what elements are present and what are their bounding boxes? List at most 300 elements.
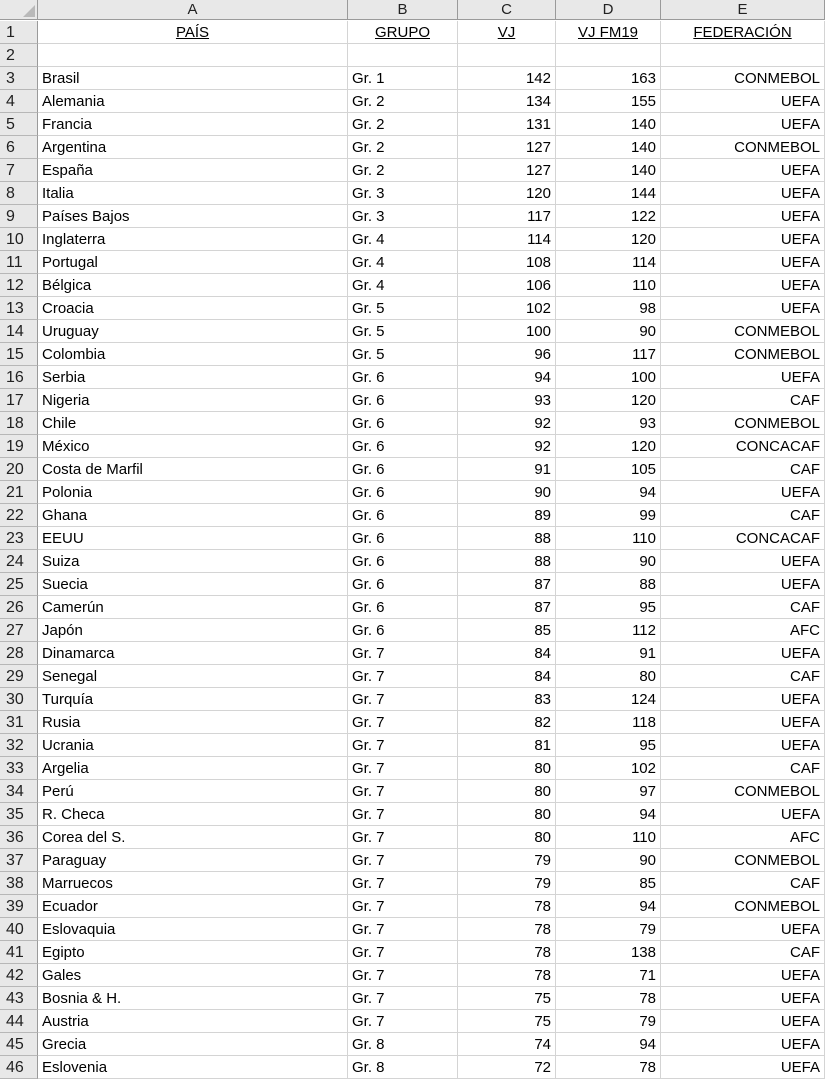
row-number[interactable]: 41 [0,941,38,964]
row-number[interactable]: 2 [0,44,38,67]
cell-pais[interactable]: Eslovenia [38,1056,348,1079]
cell-federacion[interactable]: UEFA [661,918,825,941]
row-number[interactable]: 23 [0,527,38,550]
cell-pais[interactable]: Serbia [38,366,348,389]
table-row [0,987,825,1010]
row-number[interactable]: 43 [0,987,38,1010]
row-number[interactable]: 37 [0,849,38,872]
cell-grupo[interactable]: Gr. 6 [348,550,458,573]
cell-pais[interactable]: Grecia [38,1033,348,1056]
cell-federacion[interactable]: CONMEBOL [661,136,825,159]
row-number[interactable]: 7 [0,159,38,182]
cell-federacion[interactable]: CAF [661,757,825,780]
table-row [0,1010,825,1033]
table-row [0,688,825,711]
cell-grupo[interactable]: Gr. 5 [348,343,458,366]
cell-grupo[interactable]: Gr. 7 [348,918,458,941]
cell-grupo[interactable]: Gr. 2 [348,90,458,113]
cell-federacion[interactable]: CAF [661,504,825,527]
table-row [0,1056,825,1079]
cell-vj[interactable]: 79 [458,849,556,872]
cell-vj[interactable]: 114 [458,228,556,251]
cell-federacion[interactable]: UEFA [661,366,825,389]
cell-federacion[interactable]: CONMEBOL [661,67,825,90]
cell-federacion[interactable]: UEFA [661,90,825,113]
cell-grupo[interactable]: Gr. 7 [348,803,458,826]
row-number[interactable]: 27 [0,619,38,642]
row-number[interactable]: 15 [0,343,38,366]
cell-grupo[interactable]: Gr. 7 [348,711,458,734]
table-row [0,780,825,803]
cell-vj[interactable]: 102 [458,297,556,320]
cell-pais[interactable]: Italia [38,182,348,205]
cell-vj-fm19[interactable]: 110 [556,826,661,849]
cell-vj[interactable]: 80 [458,803,556,826]
cell-federacion[interactable]: UEFA [661,205,825,228]
row-number[interactable]: 31 [0,711,38,734]
cell-pais[interactable]: Suecia [38,573,348,596]
row-number[interactable]: 22 [0,504,38,527]
cell-vj-fm19[interactable]: 105 [556,458,661,481]
empty-cell[interactable] [556,44,661,67]
row-number[interactable]: 17 [0,389,38,412]
cell-vj[interactable]: 142 [458,67,556,90]
cell-pais[interactable]: Bélgica [38,274,348,297]
cell-grupo[interactable]: Gr. 7 [348,757,458,780]
row-number[interactable]: 8 [0,182,38,205]
cell-vj[interactable]: 74 [458,1033,556,1056]
cell-vj[interactable]: 88 [458,527,556,550]
header-cell-federacion[interactable]: FEDERACIÓN [661,21,825,44]
cell-pais[interactable]: Chile [38,412,348,435]
cell-vj-fm19[interactable]: 95 [556,734,661,757]
cell-federacion[interactable]: UEFA [661,251,825,274]
table-row [0,113,825,136]
cell-pais[interactable]: Turquía [38,688,348,711]
cell-pais[interactable]: Egipto [38,941,348,964]
row-number[interactable]: 10 [0,228,38,251]
cell-pais[interactable]: Uruguay [38,320,348,343]
cell-grupo[interactable]: Gr. 2 [348,113,458,136]
cell-grupo[interactable]: Gr. 6 [348,504,458,527]
cell-vj-fm19[interactable]: 138 [556,941,661,964]
cell-pais[interactable]: Ghana [38,504,348,527]
cell-pais[interactable]: Dinamarca [38,642,348,665]
cell-pais[interactable]: Corea del S. [38,826,348,849]
cell-vj-fm19[interactable]: 79 [556,1010,661,1033]
cell-federacion[interactable]: UEFA [661,159,825,182]
cell-pais[interactable]: Ecuador [38,895,348,918]
cell-federacion[interactable]: CONMEBOL [661,320,825,343]
table-row [0,435,825,458]
table-row [0,573,825,596]
cell-grupo[interactable]: Gr. 8 [348,1056,458,1079]
cell-vj-fm19[interactable]: 140 [556,159,661,182]
cell-vj[interactable]: 108 [458,251,556,274]
cell-vj-fm19[interactable]: 120 [556,435,661,458]
cell-federacion[interactable]: UEFA [661,711,825,734]
cell-vj[interactable]: 106 [458,274,556,297]
header-cell-grupo[interactable]: GRUPO [348,21,458,44]
row-number[interactable]: 24 [0,550,38,573]
cell-grupo[interactable]: Gr. 4 [348,228,458,251]
row-number[interactable]: 42 [0,964,38,987]
cell-federacion[interactable]: UEFA [661,1056,825,1079]
cell-vj[interactable]: 82 [458,711,556,734]
cell-grupo[interactable]: Gr. 6 [348,366,458,389]
header-cell-vj-fm19[interactable]: VJ FM19 [556,21,661,44]
cell-pais[interactable]: Alemania [38,90,348,113]
cell-pais[interactable]: Perú [38,780,348,803]
cell-vj[interactable]: 80 [458,757,556,780]
table-row [0,67,825,90]
cell-vj-fm19[interactable]: 114 [556,251,661,274]
cell-pais[interactable]: Bosnia & H. [38,987,348,1010]
cell-pais[interactable]: Nigeria [38,389,348,412]
cell-federacion[interactable]: CONMEBOL [661,343,825,366]
cell-vj[interactable]: 91 [458,458,556,481]
row-number[interactable]: 39 [0,895,38,918]
cell-grupo[interactable]: Gr. 6 [348,435,458,458]
cell-grupo[interactable]: Gr. 3 [348,182,458,205]
cell-vj-fm19[interactable]: 80 [556,665,661,688]
empty-cell[interactable] [661,44,825,67]
cell-vj-fm19[interactable]: 140 [556,136,661,159]
cell-vj[interactable]: 84 [458,642,556,665]
row-number[interactable]: 32 [0,734,38,757]
cell-federacion[interactable]: CONMEBOL [661,895,825,918]
cell-vj[interactable]: 85 [458,619,556,642]
cell-grupo[interactable]: Gr. 6 [348,389,458,412]
cell-grupo[interactable]: Gr. 5 [348,320,458,343]
cell-vj-fm19[interactable]: 94 [556,1033,661,1056]
cell-vj-fm19[interactable]: 78 [556,1056,661,1079]
row-number[interactable]: 35 [0,803,38,826]
cell-grupo[interactable]: Gr. 3 [348,205,458,228]
cell-vj[interactable]: 88 [458,550,556,573]
cell-grupo[interactable]: Gr. 4 [348,251,458,274]
cell-vj[interactable]: 134 [458,90,556,113]
cell-federacion[interactable]: CAF [661,389,825,412]
cell-vj-fm19[interactable]: 155 [556,90,661,113]
cell-pais[interactable]: Costa de Marfil [38,458,348,481]
cell-vj[interactable]: 78 [458,941,556,964]
cell-pais[interactable]: Japón [38,619,348,642]
cell-vj[interactable]: 89 [458,504,556,527]
cell-vj-fm19[interactable]: 91 [556,642,661,665]
cell-vj-fm19[interactable]: 122 [556,205,661,228]
cell-vj-fm19[interactable]: 97 [556,780,661,803]
cell-pais[interactable]: México [38,435,348,458]
cell-federacion[interactable]: CAF [661,458,825,481]
table-row [0,619,825,642]
cell-grupo[interactable]: Gr. 7 [348,1010,458,1033]
cell-grupo[interactable]: Gr. 7 [348,780,458,803]
cell-pais[interactable]: Rusia [38,711,348,734]
row-number[interactable]: 20 [0,458,38,481]
cell-vj[interactable]: 92 [458,435,556,458]
cell-vj[interactable]: 81 [458,734,556,757]
cell-vj[interactable]: 127 [458,159,556,182]
column-header-a[interactable]: A [38,0,348,20]
row-number[interactable]: 30 [0,688,38,711]
cell-pais[interactable]: EEUU [38,527,348,550]
cell-federacion[interactable]: UEFA [661,228,825,251]
row-number[interactable]: 9 [0,205,38,228]
cell-vj[interactable]: 80 [458,780,556,803]
cell-vj[interactable]: 87 [458,596,556,619]
cell-federacion[interactable]: UEFA [661,642,825,665]
row-number[interactable]: 21 [0,481,38,504]
cell-federacion[interactable]: UEFA [661,550,825,573]
column-header-c[interactable]: C [458,0,556,20]
cell-vj[interactable]: 75 [458,987,556,1010]
cell-vj[interactable]: 78 [458,918,556,941]
cell-pais[interactable]: Austria [38,1010,348,1033]
cell-federacion[interactable]: CONCACAF [661,435,825,458]
row-number[interactable]: 14 [0,320,38,343]
cell-vj-fm19[interactable]: 90 [556,550,661,573]
cell-pais[interactable]: Brasil [38,67,348,90]
cell-vj[interactable]: 92 [458,412,556,435]
row-number[interactable]: 45 [0,1033,38,1056]
cell-grupo[interactable]: Gr. 5 [348,297,458,320]
cell-vj[interactable]: 90 [458,481,556,504]
row-number[interactable]: 19 [0,435,38,458]
cell-pais[interactable]: Polonia [38,481,348,504]
cell-pais[interactable]: Croacia [38,297,348,320]
cell-grupo[interactable]: Gr. 6 [348,527,458,550]
cell-federacion[interactable]: UEFA [661,297,825,320]
cell-grupo[interactable]: Gr. 6 [348,573,458,596]
header-cell-vj[interactable]: VJ [458,21,556,44]
cell-pais[interactable]: Colombia [38,343,348,366]
cell-vj-fm19[interactable]: 118 [556,711,661,734]
cell-pais[interactable]: Paraguay [38,849,348,872]
table-row [0,274,825,297]
cell-pais[interactable]: Países Bajos [38,205,348,228]
cell-vj-fm19[interactable]: 93 [556,412,661,435]
cell-pais[interactable]: Portugal [38,251,348,274]
row-number[interactable]: 34 [0,780,38,803]
row-number[interactable]: 40 [0,918,38,941]
cell-vj-fm19[interactable]: 94 [556,803,661,826]
row-number[interactable]: 11 [0,251,38,274]
row-number[interactable]: 33 [0,757,38,780]
table-row [0,642,825,665]
cell-vj-fm19[interactable]: 124 [556,688,661,711]
cell-federacion[interactable]: CONCACAF [661,527,825,550]
cell-federacion[interactable]: UEFA [661,182,825,205]
cell-federacion[interactable]: UEFA [661,1010,825,1033]
cell-vj-fm19[interactable]: 120 [556,389,661,412]
cell-vj-fm19[interactable]: 78 [556,987,661,1010]
cell-vj[interactable]: 78 [458,895,556,918]
cell-grupo[interactable]: Gr. 7 [348,665,458,688]
cell-vj-fm19[interactable]: 163 [556,67,661,90]
table-row [0,504,825,527]
cell-federacion[interactable]: UEFA [661,274,825,297]
cell-vj-fm19[interactable]: 94 [556,481,661,504]
cell-federacion[interactable]: UEFA [661,481,825,504]
cell-pais[interactable]: Senegal [38,665,348,688]
cell-grupo[interactable]: Gr. 6 [348,596,458,619]
table-row [0,872,825,895]
cell-vj[interactable]: 78 [458,964,556,987]
cell-vj[interactable]: 96 [458,343,556,366]
cell-vj[interactable]: 120 [458,182,556,205]
column-header-e[interactable]: E [661,0,825,20]
cell-grupo[interactable]: Gr. 6 [348,458,458,481]
cell-federacion[interactable]: CAF [661,872,825,895]
row-number[interactable]: 13 [0,297,38,320]
cell-pais[interactable]: Ucrania [38,734,348,757]
cell-vj-fm19[interactable]: 71 [556,964,661,987]
row-number[interactable]: 26 [0,596,38,619]
row-number[interactable]: 25 [0,573,38,596]
row-number[interactable]: 4 [0,90,38,113]
cell-grupo[interactable]: Gr. 4 [348,274,458,297]
cell-federacion[interactable]: UEFA [661,573,825,596]
cell-grupo[interactable]: Gr. 7 [348,987,458,1010]
cell-vj-fm19[interactable]: 102 [556,757,661,780]
cell-vj-fm19[interactable]: 99 [556,504,661,527]
cell-vj-fm19[interactable]: 90 [556,320,661,343]
cell-federacion[interactable]: UEFA [661,987,825,1010]
table-row [0,849,825,872]
cell-pais[interactable]: Suiza [38,550,348,573]
cell-federacion[interactable]: CAF [661,596,825,619]
cell-federacion[interactable]: UEFA [661,1033,825,1056]
cell-federacion[interactable]: CONMEBOL [661,849,825,872]
select-all-corner[interactable] [0,0,38,20]
cell-grupo[interactable]: Gr. 1 [348,67,458,90]
cell-grupo[interactable]: Gr. 7 [348,849,458,872]
cell-vj[interactable]: 127 [458,136,556,159]
cell-grupo[interactable]: Gr. 7 [348,688,458,711]
cell-federacion[interactable]: CONMEBOL [661,780,825,803]
cell-pais[interactable]: Argelia [38,757,348,780]
cell-vj[interactable]: 83 [458,688,556,711]
cell-vj-fm19[interactable]: 140 [556,113,661,136]
cell-pais[interactable]: R. Checa [38,803,348,826]
cell-vj-fm19[interactable]: 90 [556,849,661,872]
row-number[interactable]: 1 [0,21,38,44]
cell-vj[interactable]: 75 [458,1010,556,1033]
cell-vj[interactable]: 131 [458,113,556,136]
cell-grupo[interactable]: Gr. 8 [348,1033,458,1056]
cell-vj-fm19[interactable]: 98 [556,297,661,320]
cell-pais[interactable]: Camerún [38,596,348,619]
cell-federacion[interactable]: CAF [661,941,825,964]
cell-vj-fm19[interactable]: 85 [556,872,661,895]
table-row [0,665,825,688]
cell-vj[interactable]: 80 [458,826,556,849]
cell-vj-fm19[interactable]: 95 [556,596,661,619]
cell-vj[interactable]: 79 [458,872,556,895]
row-number[interactable]: 46 [0,1056,38,1079]
table-row [0,389,825,412]
row-number[interactable]: 5 [0,113,38,136]
cell-vj-fm19[interactable]: 100 [556,366,661,389]
cell-vj[interactable]: 100 [458,320,556,343]
cell-grupo[interactable]: Gr. 7 [348,895,458,918]
cell-grupo[interactable]: Gr. 7 [348,872,458,895]
cell-vj[interactable]: 84 [458,665,556,688]
cell-pais[interactable]: España [38,159,348,182]
cell-vj-fm19[interactable]: 110 [556,274,661,297]
row-number[interactable]: 3 [0,67,38,90]
cell-grupo[interactable]: Gr. 6 [348,412,458,435]
cell-vj[interactable]: 72 [458,1056,556,1079]
cell-grupo[interactable]: Gr. 7 [348,826,458,849]
cell-federacion[interactable]: CAF [661,665,825,688]
cell-federacion[interactable]: UEFA [661,964,825,987]
empty-cell[interactable] [348,44,458,67]
cell-vj-fm19[interactable]: 112 [556,619,661,642]
row-number[interactable]: 16 [0,366,38,389]
cell-vj[interactable]: 117 [458,205,556,228]
cell-federacion[interactable]: UEFA [661,803,825,826]
table-row [0,527,825,550]
cell-vj-fm19[interactable]: 144 [556,182,661,205]
cell-vj-fm19[interactable]: 120 [556,228,661,251]
cell-grupo[interactable]: Gr. 7 [348,941,458,964]
cell-grupo[interactable]: Gr. 7 [348,734,458,757]
cell-federacion[interactable]: UEFA [661,734,825,757]
column-header-b[interactable]: B [348,0,458,20]
cell-vj[interactable]: 87 [458,573,556,596]
cell-federacion[interactable]: CONMEBOL [661,412,825,435]
cell-federacion[interactable]: AFC [661,619,825,642]
cell-vj-fm19[interactable]: 79 [556,918,661,941]
cell-grupo[interactable]: Gr. 6 [348,481,458,504]
empty-cell[interactable] [38,44,348,67]
header-cell-pais[interactable]: PAÍS [38,21,348,44]
cell-vj-fm19[interactable]: 110 [556,527,661,550]
cell-vj-fm19[interactable]: 94 [556,895,661,918]
cell-federacion[interactable]: AFC [661,826,825,849]
cell-grupo[interactable]: Gr. 2 [348,136,458,159]
empty-cell[interactable] [458,44,556,67]
row-number[interactable]: 29 [0,665,38,688]
row-number[interactable]: 36 [0,826,38,849]
row-number[interactable]: 44 [0,1010,38,1033]
cell-vj[interactable]: 93 [458,389,556,412]
cell-pais[interactable]: Gales [38,964,348,987]
cell-federacion[interactable]: UEFA [661,113,825,136]
cell-pais[interactable]: Francia [38,113,348,136]
cell-pais[interactable]: Inglaterra [38,228,348,251]
row-number[interactable]: 6 [0,136,38,159]
cell-grupo[interactable]: Gr. 7 [348,642,458,665]
cell-federacion[interactable]: UEFA [661,688,825,711]
cell-grupo[interactable]: Gr. 2 [348,159,458,182]
column-header-d[interactable]: D [556,0,661,20]
cell-grupo[interactable]: Gr. 7 [348,964,458,987]
row-number[interactable]: 38 [0,872,38,895]
cell-vj[interactable]: 94 [458,366,556,389]
cell-vj-fm19[interactable]: 88 [556,573,661,596]
cell-pais[interactable]: Marruecos [38,872,348,895]
row-number[interactable]: 18 [0,412,38,435]
row-number[interactable]: 12 [0,274,38,297]
cell-pais[interactable]: Eslovaquia [38,918,348,941]
cell-grupo[interactable]: Gr. 6 [348,619,458,642]
cell-vj-fm19[interactable]: 117 [556,343,661,366]
cell-pais[interactable]: Argentina [38,136,348,159]
row-number[interactable]: 28 [0,642,38,665]
